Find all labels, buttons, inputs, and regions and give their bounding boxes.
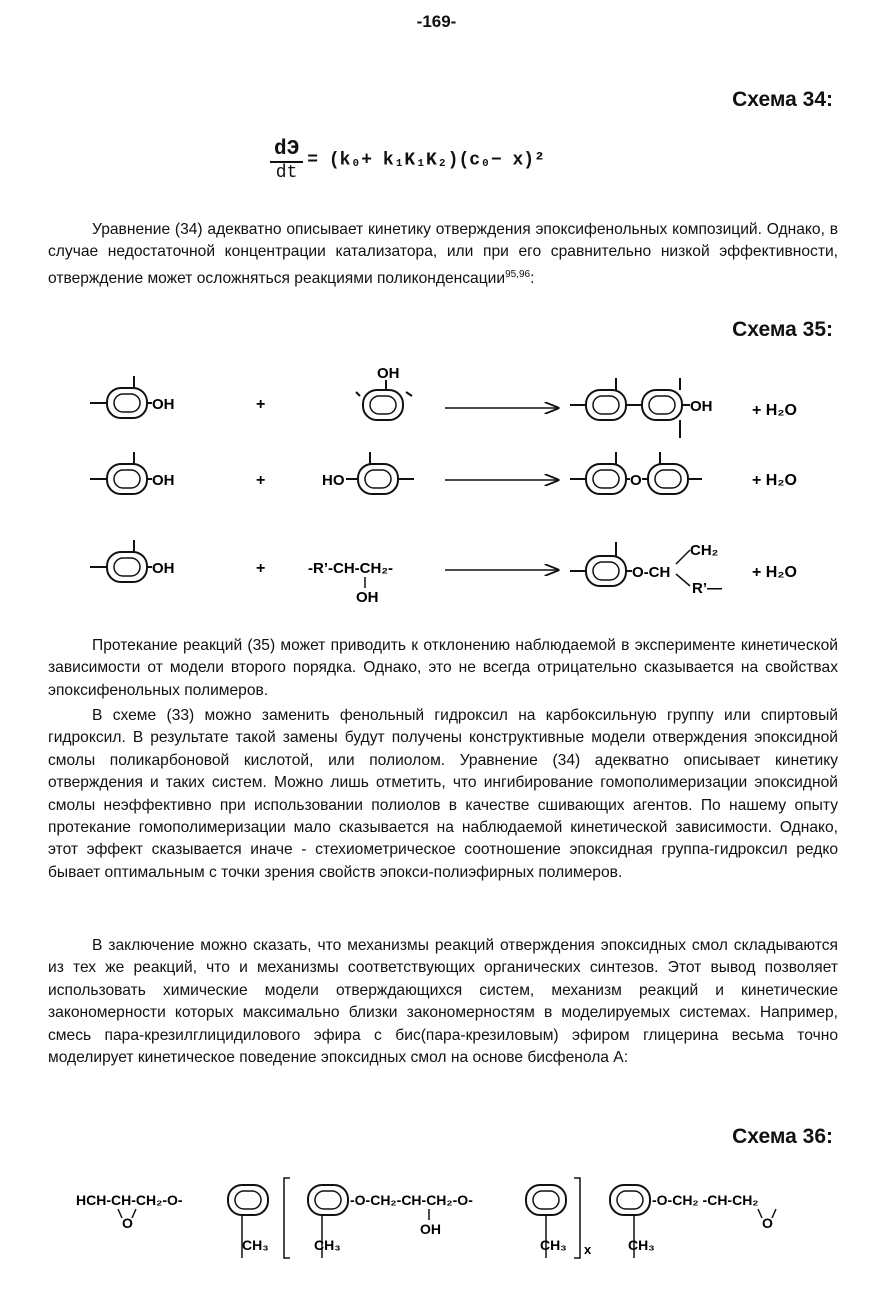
equation-denominator: dt xyxy=(275,163,298,183)
water-product: + H₂O xyxy=(752,472,797,489)
paragraph-2: Протекание реакций (35) может приводить к отклонению наблюдаемой в эксперименте кинетической зависимости от модели второго порядка. Однако, это не всегда отрицательно сказывается на свойствах эпоксифенольных полимеров. xyxy=(48,637,838,699)
oh-label: OH xyxy=(377,365,400,382)
plus-sign: + xyxy=(256,396,266,413)
water-product: + H₂O xyxy=(752,564,797,581)
reactant-phenol-3 xyxy=(90,540,175,582)
oh-label: OH xyxy=(152,396,175,413)
scheme-35-reactions xyxy=(0,350,873,630)
paragraph-1 xyxy=(48,219,838,290)
equation-fraction xyxy=(270,138,303,183)
paragraph-1-end: : xyxy=(530,270,535,287)
ch3-label: CH₃ xyxy=(242,1237,269,1253)
product-diphenyl-ether xyxy=(570,452,702,494)
paragraph-3: В схеме (33) можно заменить фенольный гидроксил на карбоксильную группу или спиртовый гидроксил. В результате такой замены будут получены конструктивные модели отверждения эпоксидной смолы поликарбоновой кислотой, или полиолом. Уравнение (34) адекватно описывает кинетику отверждения и таких систем. Можно лишь отметить, что ингибирование гомополимеризации эпоксидной смолы неэффективно при использовании полиолов в качестве сшивающих агентов. По нашему опыту протекание гомополимеризации мало сказывается на наблюдаемой кинетической зависимости. Однако, этот эффект сказывается иначе - стехиометрическое соотношение эпоксидная группа-гидроксил редко бывает оптимальным с точки зрения свойств эпокси-полиэфирных полимеров. xyxy=(48,707,838,881)
subscript-x: x xyxy=(584,1242,592,1257)
product3-och: O-CH xyxy=(632,564,671,581)
ch3-label: CH₃ xyxy=(540,1237,567,1253)
ch3-label: CH₃ xyxy=(314,1237,341,1253)
bracket-left xyxy=(284,1178,290,1258)
reactant-phenol-para xyxy=(322,452,414,494)
product-biphenyl xyxy=(570,378,713,438)
equation-34 xyxy=(270,138,545,183)
reactant-phenol-1 xyxy=(90,376,175,418)
ch3-label: CH₃ xyxy=(628,1237,655,1253)
reactant-phenol-ortho xyxy=(356,365,412,420)
plus-sign: + xyxy=(256,472,266,489)
right-chain: -O-CH₂ -CH-CH₂ xyxy=(652,1192,759,1208)
equation-rhs: = (k₀+ k₁K₁K₂)(c₀− x)² xyxy=(307,150,545,171)
paragraph-1-text: Уравнение (34) адекватно описывает кинетику отверждения эпоксифенольных композиций. Однако, в случае недостаточной концентрации катализатора, или при его сравнительно низкой эффективности, отверждение может осложняться реакциями поликонденсации xyxy=(48,221,838,287)
paragraph-1-refs: 95,96 xyxy=(505,268,531,280)
paragraph-4: В заключение можно сказать, что механизмы реакций отверждения эпоксидных смол складываются из тех же реакций, что и механизмы соответствующих органических синтезов. Этот вывод позволяет использовать химические модели отверждающихся систем, механизм реакций и кинетические закономерности которых максимально близки закономерностям в моделируемых системах. Например, смесь пара-крезилглицидилового эфира с бис(пара-крезиловым) эфиром глицерина весьма точно моделирует кинетическое поведение эпоксидных смол на основе бисфенола А: xyxy=(48,937,838,1067)
product3-ch2: CH₂ xyxy=(690,542,719,559)
product3-r: R’— xyxy=(692,580,722,597)
bracket-right xyxy=(574,1178,580,1258)
scheme-34-label: Схема 34: xyxy=(732,88,833,111)
reagent3-oh: OH xyxy=(356,589,379,606)
oh-label: OH xyxy=(152,560,175,577)
reactant-phenol-2 xyxy=(90,452,175,494)
scheme-36-structure xyxy=(0,1160,873,1270)
ho-label: HO xyxy=(322,472,345,489)
scheme-35-label: Схема 35: xyxy=(732,318,833,341)
reactant-alcohol xyxy=(308,560,393,606)
oh-label: OH xyxy=(152,472,175,489)
plus-sign: + xyxy=(256,560,266,577)
scheme-36-label: Схема 36: xyxy=(732,1125,833,1148)
product-ether xyxy=(570,542,722,597)
oh-label: OH xyxy=(690,398,713,415)
equation-numerator: dЭ xyxy=(270,138,303,163)
mid-oh: OH xyxy=(420,1221,441,1237)
left-chain: HCH-CH-CH₂-O- xyxy=(76,1192,183,1208)
epoxy-o: O xyxy=(122,1215,133,1231)
mid-chain: -O-CH₂-CH-CH₂-O- xyxy=(350,1192,473,1208)
water-product: + H₂O xyxy=(752,402,797,419)
page-number: -169- xyxy=(416,12,457,31)
o-bridge-label: O xyxy=(630,472,642,489)
reagent3-chain: -R’-CH-CH₂- xyxy=(308,560,393,577)
epoxy-o: O xyxy=(762,1215,773,1231)
